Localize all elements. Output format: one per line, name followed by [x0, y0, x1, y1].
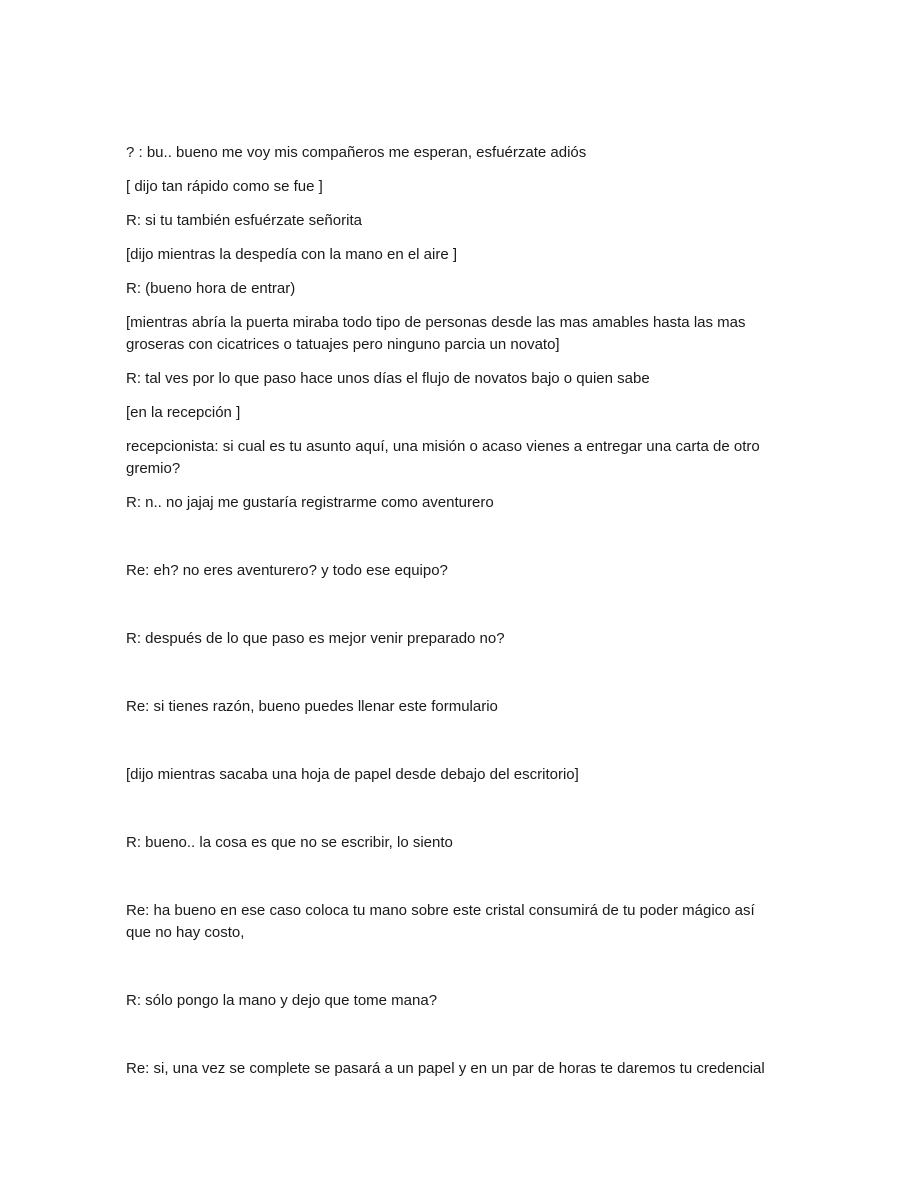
paragraph-17: R: sólo pongo la mano y dejo que tome mana?: [126, 992, 438, 1009]
paragraph-7: R: tal ves por lo que paso hace unos días el flujo de novatos bajo o quien sabe: [126, 370, 650, 387]
paragraph-10: R: n.. no jajaj me gustaría registrarme como aventurero: [126, 494, 494, 511]
paragraph-15: R: bueno.. la cosa es que no se escribir, lo siento: [126, 834, 453, 851]
document-body: [126, 142, 776, 1092]
paragraph-5: R: (bueno hora de entrar): [126, 280, 296, 297]
paragraph-18: Re: si, una vez se complete se pasará a un papel y en un par de horas te daremos tu credencial: [126, 1060, 765, 1077]
paragraph-9: recepcionista: si cual es tu asunto aquí, una misión o acaso vienes a entregar una carta de otro gremio?: [126, 438, 760, 477]
paragraph-16: Re: ha bueno en ese caso coloca tu mano sobre este cristal consumirá de tu poder mágico así que no hay costo,: [126, 902, 755, 941]
paragraph-11: Re: eh? no eres aventurero? y todo ese equipo?: [126, 562, 448, 579]
paragraph-4: [dijo mientras la despedía con la mano en el aire ]: [126, 246, 458, 263]
paragraph-3: R: si tu también esfuérzate señorita: [126, 212, 362, 229]
paragraph-14: [dijo mientras sacaba una hoja de papel desde debajo del escritorio]: [126, 766, 579, 783]
paragraph-6: [mientras abría la puerta miraba todo tipo de personas desde las mas amables hasta las mas groseras con cicatrices o tatuajes pero ninguno parcia un novato]: [126, 314, 746, 353]
paragraph-8: [en la recepción ]: [126, 404, 241, 421]
paragraph-13: Re: si tienes razón, bueno puedes llenar este formulario: [126, 698, 498, 715]
paragraph-12: R: después de lo que paso es mejor venir preparado no?: [126, 630, 505, 647]
paragraph-2: [ dijo tan rápido como se fue ]: [126, 178, 323, 195]
paragraph-1: ? : bu.. bueno me voy mis compañeros me esperan, esfuérzate adiós: [126, 144, 587, 161]
